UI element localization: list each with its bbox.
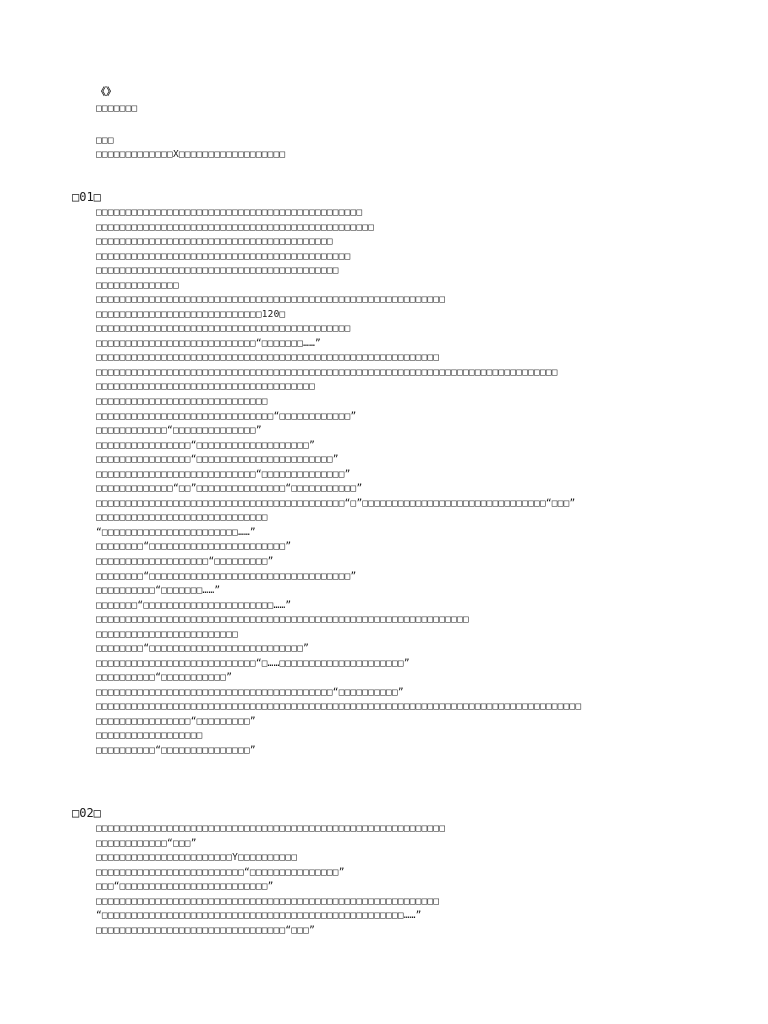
paragraph-line: □□□□□□□□□□□□□□□□□□□□□□□□□□□□□□□□“□□□” bbox=[96, 924, 316, 936]
paragraph-line: □□□□□□□□□□□□□□□□□□□□□□□□□□□□□□□□□□□□□□□□□□□□□□□□□□□□□□□□□□ bbox=[96, 895, 440, 907]
paragraph-line: □□□□□□□□□□□□□“□□”□□□□□□□□□□□□□□□“□□□□□□□□□□□” bbox=[96, 483, 363, 495]
intro-label: □□□ bbox=[96, 135, 114, 146]
book-title-marks: 《》 bbox=[96, 87, 116, 98]
paragraph-line: □□□□□□□□□□□□□□□□□□□□□□□□□□□□120□ bbox=[96, 308, 286, 320]
paragraph-line: □□□□□□□□□□□□“□□□” bbox=[96, 837, 197, 849]
paragraph-line: □□□□□□□“□□□□□□□□□□□□□□□□□□□□□□……” bbox=[96, 599, 292, 611]
intro-text: □□□□□□□□□□□□□X□□□□□□□□□□□□□□□□□□ bbox=[96, 149, 286, 160]
chapter-1-title: □01□ bbox=[72, 190, 101, 204]
paragraph-line: “□□□□□□□□□□□□□□□□□□□□□□□……” bbox=[96, 526, 256, 538]
paragraph-line: □□□□□□□□□□□□□□□□□□□□□□□□□“□□□□□□□□□□□□□□□” bbox=[96, 866, 345, 878]
paragraph-line: □□□□□□□□□□□□□□□□□□□□□□□□□□□□□□□□□□□□□□□□□□“□”□□□□□□□□□□□□□□□□□□□□□□□□□□□□□□□“□□□” bbox=[96, 497, 576, 509]
paragraph-line: □□□□□□□□□□“□□□□□□□□□□□” bbox=[96, 672, 233, 684]
paragraph-line: □□□□□□□□□□□□□□□□□□□“□□□□□□□□□” bbox=[96, 555, 274, 567]
chapter-2-title: □02□ bbox=[72, 806, 101, 820]
paragraph-line: □□□□□□□□□□□□□□□□□□□□□□□□□□□□□□□□□□□□□□□□“□□□□□□□□□□” bbox=[96, 686, 404, 698]
paragraph-line: □□□“□□□□□□□□□□□□□□□□□□□□□□□□□” bbox=[96, 881, 274, 892]
paragraph-line: □□□□□□□□□□□□□□□□□□□□□□□□□□□□□□□□□□□□□ bbox=[96, 381, 316, 393]
paragraph-line: □□□□□□□□□□□□□□□□□□□□□□□□ bbox=[96, 628, 239, 640]
paragraph-line: □□□□□□□□□□□□□□□□□□□□□□□□□□□□□□□□□□□□□□□□□□□□□□□□□□□□□□□□□□ bbox=[96, 352, 440, 364]
paragraph-line: □□□□□□□□□□□□□□□□□□□□□□□□□□□□□ bbox=[96, 396, 268, 408]
paragraph-line: □□□□□□□□□□□□□□□□□□□□□□□□□□□□□□□□□□□□□□□□ bbox=[96, 236, 333, 248]
paragraph-line: □□□□□□□□“□□□□□□□□□□□□□□□□□□□□□□□” bbox=[96, 541, 292, 553]
paragraph-line: □□□□□□□□□□□□□□□□□□□□□□□□□□□□□□□□□□□□□□□□□□□□□□□□□□□□□□□□□□□ bbox=[96, 823, 446, 834]
paragraph-line: □□□□□□□□□□□□□□□□□□□□□□□□□□□□□□□□□□□□□□□□□□□□□□□□□□□□□□□□□□□□□□□□□□□□□□□□□□□□□□□□□□ bbox=[96, 701, 582, 713]
paragraph-line: □□□□□□□□□□□□□□□□□□□□□□□□□□□□□□□□□□□□□□□□□ bbox=[96, 265, 339, 277]
paragraph-line: □□□□□□□□□□□□□□□□□□□□□□□□□□□“□□□□□□□……” bbox=[96, 337, 321, 349]
paragraph-line: □□□□□□□□□□□□□□□□□□□□□□□Y□□□□□□□□□□ bbox=[96, 852, 298, 863]
paragraph-line: □□□□□□□□□□□□□□□□□□□□□□□□□□□“□……□□□□□□□□□□□□□□□□□□□□□” bbox=[96, 657, 410, 669]
paragraph-line: □□□□□□□□□□□□□□□□□□□□□□□□□□□□□□□□□□□□□□□□□□□□□□□□□□□□□□□□□□□□□□□ bbox=[96, 614, 469, 626]
paragraph-line: □□□□□□□□□□□□□□□□“□□□□□□□□□” bbox=[96, 715, 256, 727]
author-line: □□□□□□□ bbox=[96, 103, 138, 114]
paragraph-line: □□□□□□□□□□□□□□□□□□□□□□□□□□□□□ bbox=[96, 512, 268, 524]
paragraph-line: □□□□□□□□“□□□□□□□□□□□□□□□□□□□□□□□□□□” bbox=[96, 643, 310, 655]
paragraph-line: □□□□□□□□□□□□□□□□□□□□□□□□□□□□□□□□□□□□□□□□□□□□□□□□□□□□□□□□□□□ bbox=[96, 294, 446, 306]
paragraph-line: □□□□□□□□□□□□□□□□□□□□□□□□□□□□□□□□□□□□□□□□□□□□□□□ bbox=[96, 221, 375, 233]
paragraph-line: □□□□□□□□□□□□□□□□“□□□□□□□□□□□□□□□□□□□” bbox=[96, 439, 316, 451]
paragraph-line: □□□□□□□□□□□□□□□□□□□□□□□□□□□□□□□□□□□□□□□□□□□ bbox=[96, 250, 351, 262]
paragraph-line: □□□□□□□□□□□□□□□□□□□□□□□□□□□□□□□□□□□□□□□□□□□ bbox=[96, 323, 351, 335]
paragraph-line: □□□□□□□□□□□□□□□□□□□□□□□□□□□□□□“□□□□□□□□□□□□” bbox=[96, 410, 357, 422]
paragraph-line: □□□□□□□□□□□□□□□□□□□□□□□□□□□□□□□□□□□□□□□□□□□□□□□□□□□□□□□□□□□□□□□□□□□□□□□□□□□□□□ bbox=[96, 366, 558, 378]
paragraph-line: “□□□□□□□□□□□□□□□□□□□□□□□□□□□□□□□□□□□□□□□□□□□□□□□□□□□……” bbox=[96, 910, 422, 921]
paragraph-line: □□□□□□□□□□□□□□□□□□□□□□□□□□□“□□□□□□□□□□□□□□” bbox=[96, 468, 351, 480]
paragraph-line: □□□□□□□□“□□□□□□□□□□□□□□□□□□□□□□□□□□□□□□□□□□” bbox=[96, 570, 357, 582]
paragraph-line: □□□□□□□□□□“□□□□□□□……” bbox=[96, 585, 221, 597]
paragraph-line: □□□□□□□□□□□□□□ bbox=[96, 279, 179, 291]
paragraph-line: □□□□□□□□□□□□□□□□“□□□□□□□□□□□□□□□□□□□□□□□” bbox=[96, 454, 339, 466]
paragraph-line: □□□□□□□□□□“□□□□□□□□□□□□□□□” bbox=[96, 744, 256, 756]
paragraph-line: □□□□□□□□□□□□□□□□□□□□□□□□□□□□□□□□□□□□□□□□□□□□□ bbox=[96, 207, 363, 218]
paragraph-line: □□□□□□□□□□□□□□□□□□ bbox=[96, 730, 203, 742]
paragraph-line: □□□□□□□□□□□□“□□□□□□□□□□□□□□” bbox=[96, 425, 262, 437]
